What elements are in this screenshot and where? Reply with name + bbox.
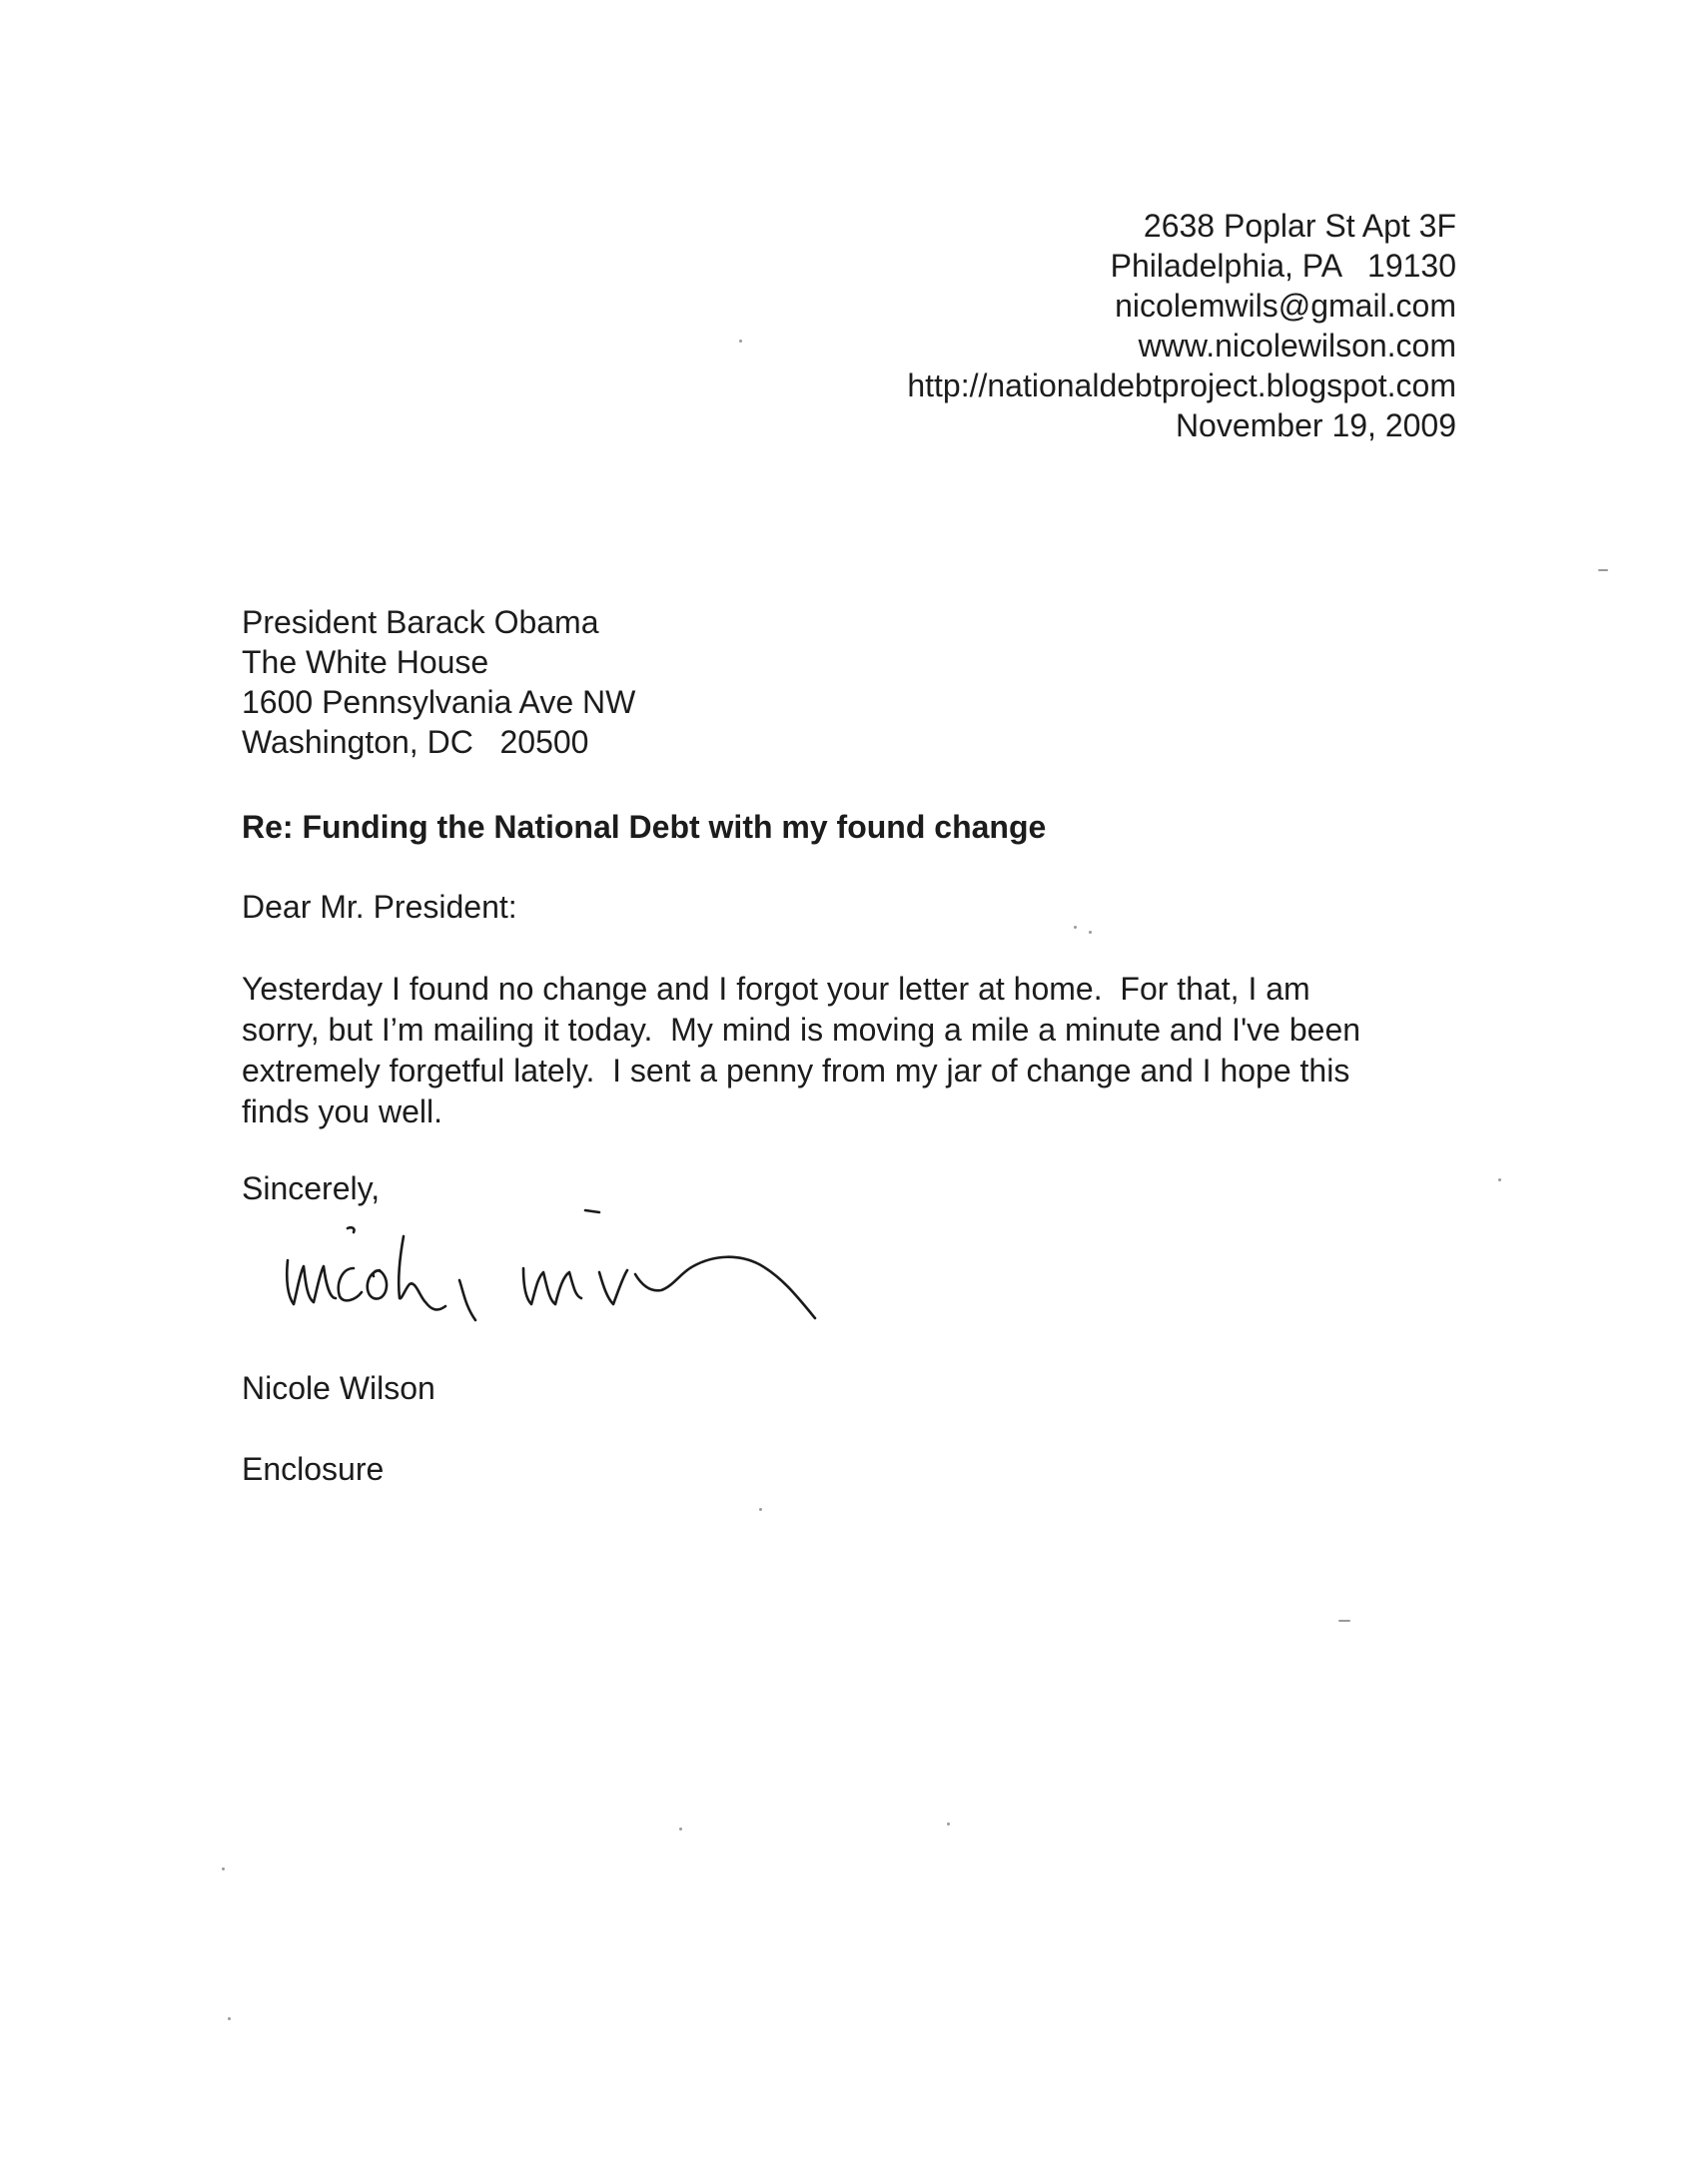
scan-speck [739,340,742,343]
scan-speck [759,1508,762,1511]
scan-speck [1089,931,1092,934]
scan-speck [1598,569,1608,571]
scan-speck [1338,1620,1350,1622]
scan-speck [679,1827,682,1830]
sender-website: www.nicolewilson.com [1138,328,1456,364]
scan-speck [228,2017,231,2020]
recipient-address-block [242,602,635,762]
handwritten-signature [270,1188,929,1348]
closing: Sincerely, [242,1170,381,1206]
body-line: extremely forgetful lately. I sent a penny from my jar of change and I hope this [242,1053,1350,1089]
scan-speck [1498,1178,1501,1181]
salutation: Dear Mr. President: [242,889,517,925]
recipient-org: The White House [242,644,489,680]
letter-date: November 19, 2009 [1175,407,1456,443]
sender-city-state-zip: Philadelphia, PA 19130 [1110,248,1456,284]
sender-email: nicolemwils@gmail.com [1115,288,1456,324]
enclosure-note: Enclosure [242,1451,385,1487]
recipient-name: President Barack Obama [242,604,599,640]
recipient-street: 1600 Pennsylvania Ave NW [242,684,636,720]
body-line: Yesterday I found no change and I forgot your letter at home. For that, I am [242,971,1310,1007]
signer-name: Nicole Wilson [242,1370,435,1406]
scan-speck [222,1867,225,1870]
body-line: sorry, but I’m mailing it today. My mind is moving a mile a minute and I've been [242,1012,1361,1048]
sender-blog: http://nationaldebtproject.blogspot.com [907,367,1456,403]
subject-line: Re: Funding the National Debt with my found change [242,809,1047,845]
scan-speck [1074,926,1077,929]
recipient-city-state-zip: Washington, DC 20500 [242,724,589,760]
letter-body [242,969,1480,1132]
sender-street: 2638 Poplar St Apt 3F [1143,208,1456,244]
sender-address-block [907,206,1456,445]
scan-speck [947,1822,950,1825]
body-line: finds you well. [242,1093,442,1129]
